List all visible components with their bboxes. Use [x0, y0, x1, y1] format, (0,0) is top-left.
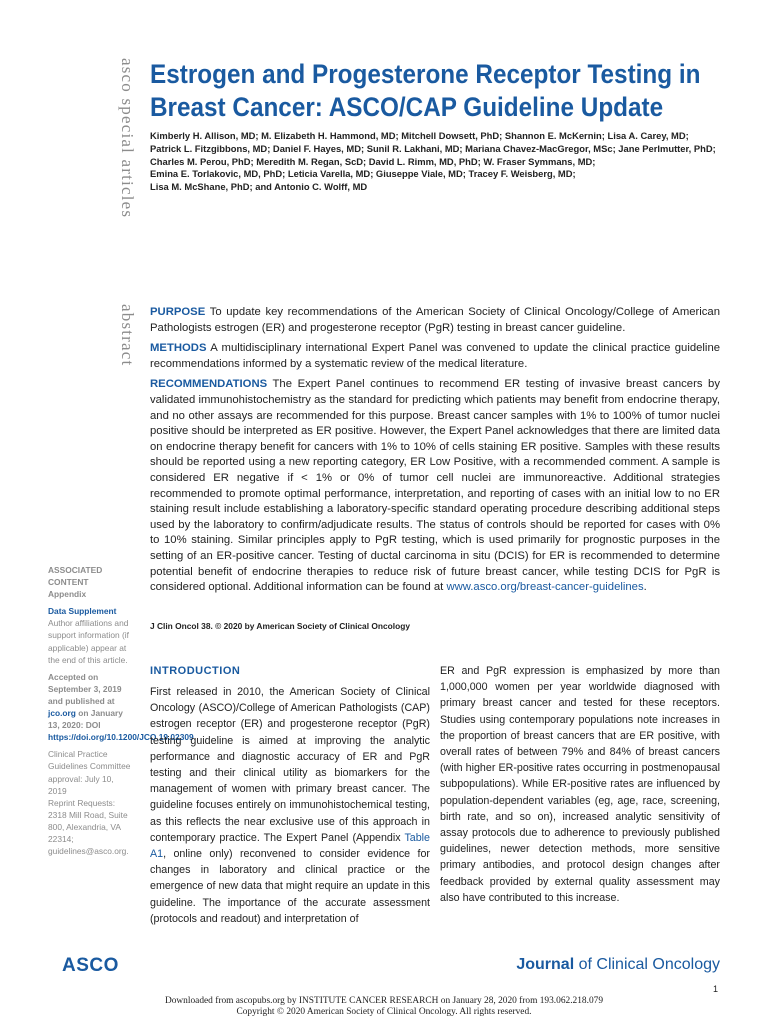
table-a1-link[interactable]: Table A1 — [150, 831, 430, 861]
body-column-right — [440, 663, 720, 906]
author-line: Emina E. Torlakovic, MD, PhD; Leticia Varella, MD; Giuseppe Viale, MD; Tracey F. Weisberg, MD; — [150, 168, 576, 180]
purpose-text: To update key recommendations of the American Society of Clinical Oncology/College of American Pathologists estrogen (ER) and progesterone receptor (PgR) testing in breast cancer guideline. — [150, 306, 720, 334]
article-title — [150, 58, 701, 124]
abstract-methods — [150, 341, 720, 372]
author-line: Patrick L. Fitzgibbons, MD; Daniel F. Hayes, MD; Sunil R. Lakhani, MD; Mariana Chavez-MacGregor, MSc; Jane Perlmutter, PhD; — [150, 142, 716, 154]
doi-link[interactable]: https://doi.org/10.1200/JCO.19.02309 — [48, 732, 194, 743]
intro-text-a: First released in 2010, the American Society of Clinical Oncology (ASCO)/College of American Pathologists (CAP) estrogen receptor (ER) and progesterone receptor (PgR) testing guideline is aimed at improving the analytic performance and diagnostic accuracy of ER and PgR testing and their clinical utility as biomarkers for the management of women with primary breast cancer. The guideline focuses entirely on immunohistochemical testing, as this reflects the near exclusive use of this approach in contemporary practice. The Expert Panel (Appendix — [150, 686, 430, 844]
section-label: asco special articles — [118, 58, 137, 219]
accepted-text: Accepted on September 3, 2019 and published at — [48, 671, 122, 706]
approval-note: Clinical Practice Guidelines Committee approval: July 10, 2019 — [48, 749, 131, 796]
asco-logo: ASCO — [62, 955, 119, 976]
intro-text-d: While ER-positive rates are influenced by population-dependent variables (eg, age, race, screening, birth rate, and so on), increased analytic sensitivity of assay protocols due to adherence to previously published guidelines, newer detection methods, more sensitive primary antibodies, and protocol design changes after feedback provided by external quality assessment may also have contributed to this increase. — [440, 778, 720, 904]
page-number: 1 — [712, 984, 718, 994]
recommendations-heading: RECOMMENDATIONS — [150, 378, 268, 391]
abstract — [150, 305, 720, 601]
introduction-heading: INTRODUCTION — [150, 665, 241, 677]
reprint-note: Reprint Requests: 2318 Mill Road, Suite 800, Alexandria, VA 22314; guidelines@asco.org. — [48, 797, 129, 857]
intro-text-b: , online only) reconvened to consider evidence for changes in laboratory and clinical practice or the emergence of new data that might require an update in this guideline. The importance of the accurate assessment (protocols and readout) and interpretation of — [150, 848, 430, 925]
journal-citation: J Clin Oncol 38. © 2020 by American Society of Clinical Oncology — [150, 621, 410, 631]
journal-logo — [516, 956, 720, 974]
author-line: Charles M. Perou, PhD; Meredith M. Regan, ScD; David L. Rimm, MD, PhD; W. Fraser Symmans, MD; — [150, 155, 596, 167]
footer-download-line: Downloaded from ascopubs.org by INSTITUTE CANCER RESEARCH on January 28, 2020 from 193.062.218.079 — [164, 996, 604, 1006]
recommendations-end: . — [643, 581, 647, 594]
journal-word: Journal — [516, 956, 575, 973]
published-text: on January 13, 2020: DOI — [48, 708, 123, 731]
article-sidebar — [48, 564, 194, 857]
author-line: Lisa M. McShane, PhD; and Antonio C. Wolff, MD — [150, 181, 368, 193]
download-footer — [0, 996, 768, 1018]
title-line-2: Breast Cancer: ASCO/CAP Guideline Update — [150, 92, 664, 122]
recommendations-text: The Expert Panel continues to recommend ER testing of invasive breast cancers by validated immunohistochemistry as the standard for predicting which patients may benefit from endocrine therapy, and no other assays are recommended for this purpose. Breast cancer samples with 1% to 100% of tumor nuclei positive should be interpreted as ER positive. However, the Expert Panel acknowledges that there are limited data on endocrine therapy benefit for cancers with 1% to 10% of cells staining ER positive. Samples with these results should be reported using a new reporting category, ER Low Positive, with a recommended comment. A sample is considered ER negative if < 1% or 0% of tumor cell nuclei are immunoreactive. Additional strategies recommended to promote optimal performance, interpretation, and reporting of cases with an initial low to no ER staining result include establishing a laboratory-specific standard operating procedure describing additional steps used by the laboratory to confirm/adjudicate results. The status of controls should be reported for cases with 0% to 10% staining. Similar principles apply to PgR testing, which is used primarily for prognostic purposes in the setting of an ER-positive cancer. Testing of ductal carcinoma in situ (DCIS) for ER is recommended to determine potential benefit of endocrine therapies to reduce risk of future breast cancer, while testing DCIS for PgR is considered optional. Additional information can be found at — [150, 378, 720, 594]
footer-copyright-line: Copyright © 2020 American Society of Clinical Oncology. All rights reserved. — [236, 1007, 532, 1017]
jco-link[interactable]: jco.org — [48, 708, 76, 719]
affiliations-note: Author affiliations and support information (if applicable) appear at the end of this article. — [48, 618, 129, 665]
intro-paragraph-left — [150, 684, 430, 927]
guidelines-link[interactable]: www.asco.org/breast-cancer-guidelines — [446, 581, 644, 594]
appendix-label: Appendix — [48, 589, 87, 600]
associated-content-heading: ASSOCIATED CONTENT — [48, 565, 103, 588]
methods-text: A multidisciplinary international Expert Panel was convened to update the clinical practice guideline recommendations informed by a systematic review of the medical literature. — [150, 342, 721, 370]
body-column-left — [150, 663, 430, 927]
author-line: Kimberly H. Allison, MD; M. Elizabeth H. Hammond, MD; Mitchell Dowsett, PhD; Shannon E. McKernin; Lisa A. Carey, MD; — [150, 130, 689, 141]
title-line-1: Estrogen and Progesterone Receptor Testing in — [150, 59, 701, 89]
author-list — [150, 130, 716, 194]
intro-paragraph-right — [440, 663, 720, 906]
intro-text-c: ER and PgR expression is emphasized by more than 1,000,000 women per year worldwide diagnosed with primary breast cancer and tested for these receptors. Studies using contemporary populations note increases in the proportion of breast cancers that are ER positive, with overall rates of between 79% and 84% of breast cancers (with higher ER-positive rates occurring in postmenopausal subpopulations). — [440, 665, 720, 791]
data-supplement-link[interactable]: Data Supplement — [48, 606, 117, 617]
publication-info — [48, 671, 194, 744]
purpose-heading: PURPOSE — [150, 306, 206, 318]
abstract-purpose — [150, 305, 720, 336]
abstract-label: abstract — [118, 304, 137, 367]
methods-heading: METHODS — [150, 342, 207, 355]
abstract-recommendations — [150, 377, 720, 595]
journal-name: of Clinical Oncology — [578, 956, 720, 973]
